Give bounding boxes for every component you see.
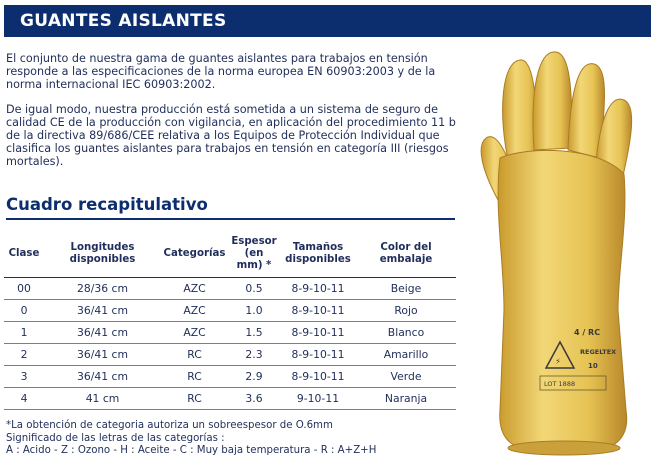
intro-paragraph-1: El conjunto de nuestra gama de guantes aislantes para trabajos en tensión responde a las especificaciones de la norma europea EN 60903:2003 y de la norma internacional IEC 60903:2002.: [6, 52, 436, 92]
cell-tamanos: 8-9-10-11: [280, 300, 356, 322]
section-title: Cuadro recapitulativo: [6, 195, 455, 220]
summary-table: [4, 231, 456, 410]
cell-longitud: 41 cm: [44, 388, 161, 410]
footnote-legend-title: Significado de las letras de las categorías :: [6, 432, 225, 444]
cell-categoria: RC: [161, 366, 228, 388]
insulating-glove-image: [468, 50, 653, 462]
cell-color: Naranja: [356, 388, 456, 410]
cell-color: Amarillo: [356, 344, 456, 366]
footnote-thickness: *La obtención de categoria autoriza un sobreespesor de O.6mm: [6, 420, 333, 431]
cell-espesor: 1.5: [228, 322, 280, 344]
cell-espesor: 3.6: [228, 388, 280, 410]
cell-longitud: 36/41 cm: [44, 366, 161, 388]
cell-categoria: AZC: [161, 278, 228, 300]
glove-label-brand: REGELTEX: [580, 348, 617, 356]
footnote-legend: A : Acido - Z : Ozono - H : Aceite - C : Muy baja temperatura - R : A+Z+H: [6, 445, 377, 457]
cell-espesor: 2.3: [228, 344, 280, 366]
svg-text:⚡: ⚡: [555, 357, 561, 366]
table-row: [4, 366, 456, 388]
cell-tamanos: 8-9-10-11: [280, 322, 356, 344]
cell-clase: 4: [4, 388, 44, 410]
table-row: [4, 322, 456, 344]
table-row: [4, 300, 456, 322]
cell-color: Verde: [356, 366, 456, 388]
cell-tamanos: 9-10-11: [280, 388, 356, 410]
intro-text: [6, 52, 458, 180]
footnotes: [6, 420, 446, 458]
header-categorias: Categorías: [161, 231, 228, 278]
table-row: [4, 278, 456, 300]
cell-categoria: AZC: [161, 322, 228, 344]
header-espesor: Espesor (en mm) *: [228, 231, 280, 278]
cell-color: Blanco: [356, 322, 456, 344]
header-tamanos: Tamaños disponibles: [280, 231, 356, 278]
cell-longitud: 36/41 cm: [44, 322, 161, 344]
cell-tamanos: 8-9-10-11: [280, 278, 356, 300]
header-longitudes: Longitudes disponibles: [44, 231, 161, 278]
intro-paragraph-2: De igual modo, nuestra producción está sometida a un sistema de seguro de calidad CE de la producción con vigilancia, en aplicación del procedimiento 11 b de la directiva 89/686/CEE relativa a los Equipos de Protección Individual que clasifica los guantes aislantes para trabajos en tensión en categoría III (riesgos mortales).: [6, 102, 456, 169]
cell-espesor: 1.0: [228, 300, 280, 322]
header-clase: Clase: [4, 231, 44, 278]
cell-espesor: 2.9: [228, 366, 280, 388]
cell-clase: 1: [4, 322, 44, 344]
table-row: [4, 344, 456, 366]
cell-color: Beige: [356, 278, 456, 300]
cell-categoria: RC: [161, 344, 228, 366]
cell-clase: 2: [4, 344, 44, 366]
cell-tamanos: 8-9-10-11: [280, 366, 356, 388]
table-row: [4, 388, 456, 410]
cell-color: Rojo: [356, 300, 456, 322]
header-color: Color del embalaje: [356, 231, 456, 278]
cell-categoria: AZC: [161, 300, 228, 322]
cell-clase: 3: [4, 366, 44, 388]
cell-espesor: 0.5: [228, 278, 280, 300]
page-title: GUANTES AISLANTES: [20, 11, 227, 31]
cell-clase: 00: [4, 278, 44, 300]
glove-label-size: 10: [588, 362, 598, 370]
title-banner: [4, 5, 651, 37]
cell-clase: 0: [4, 300, 44, 322]
glove-label-lot: LOT 1888: [544, 380, 576, 388]
cell-categoria: RC: [161, 388, 228, 410]
cell-longitud: 36/41 cm: [44, 344, 161, 366]
table-header-row: [4, 231, 456, 278]
cell-longitud: 36/41 cm: [44, 300, 161, 322]
cell-tamanos: 8-9-10-11: [280, 344, 356, 366]
glove-label-class: 4 / RC: [574, 328, 601, 337]
cell-longitud: 28/36 cm: [44, 278, 161, 300]
